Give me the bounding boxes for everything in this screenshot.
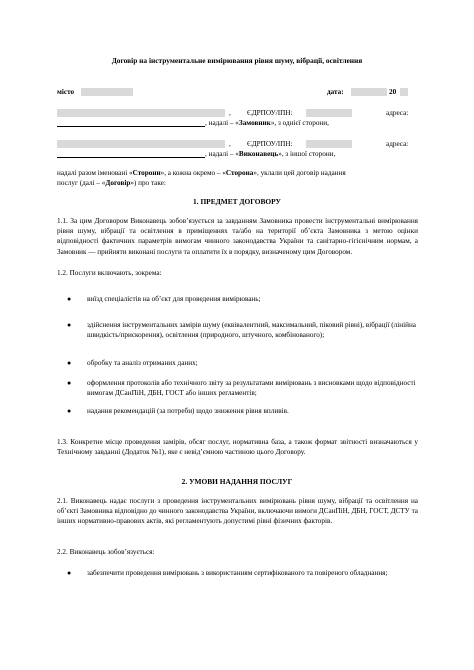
bullet-icon: ● [67, 321, 72, 329]
paragraph-2-2: 2.2. Виконавець зобов’язується: [57, 548, 155, 556]
party2-comma: , [229, 140, 231, 148]
paragraph-1-3: 1.3. Конкретне місце проведення замірів, обсяг послуг, нормативна база, а також формат звітності визначаються у Технічному завданні (Додаток №1), яке є невід’ємною частиною цього Договору. [57, 438, 418, 457]
list-item: забезпечити проведення вимірювань з використанням сертифікованого та повіреного обладнання; [87, 569, 388, 577]
bullet-icon: ● [67, 295, 72, 303]
party1-edrpou-label: ЄДРПОУ/ІПН: [247, 109, 293, 117]
paragraph-2-1: 2.1. Виконавець надає послуги з проведення інструментальних вимірювань рівня шуму, вібрації та освітлення на об’єкті Замовника відповідно до чинного законодавства України, включаючи вимоги ДСанПіН, ДБН, ГОСТ, ДСТУ та інших нормативно-правових актів, які регламентують допустимі рівні фізичних факторів. [57, 497, 418, 526]
document-title: Договір на інструментальне вимірювання рівня шуму, вібрації, освітлення [111, 56, 363, 65]
bullet-icon: ● [67, 359, 72, 367]
party2-edrpou-label: ЄДРПОУ/ІПН: [247, 140, 293, 148]
place-label: місто [57, 88, 75, 96]
bullet-icon: ● [67, 407, 72, 415]
list-item: виїзд спеціалістів на об’єкт для проведення вимірювань; [87, 295, 261, 303]
party2-role-line: , надалі – «Виконавець», з іншої сторони, [205, 150, 336, 158]
date-field[interactable] [351, 88, 387, 96]
party1-role-line: , надалі – «Замовник», з однієї сторони, [205, 119, 329, 127]
party2-address-field[interactable] [57, 150, 205, 158]
place-field[interactable] [81, 88, 133, 96]
party2-name-field[interactable] [57, 140, 225, 148]
paragraph-1-1: 1.1. За цим Договором Виконавець зобов’язується за завданням Замовника провести інструментальні вимірювання рівня шуму, вібрації та освітлення в приміщеннях та/або на території об’єкта Замовника з метою оцінки відповідності фактичних параметрів вимогам чинного законодавства України та санітарно-гігієнічним нормам, а Замовник — прийняти виконані послуги та оплатити їх в порядку, визначеному цим Договором. [57, 217, 418, 256]
party1-address-field[interactable] [57, 119, 205, 127]
year-prefix: 20 [389, 88, 397, 96]
party1-edrpou-field[interactable] [306, 109, 352, 117]
list-item: обробку та аналіз отриманих даних; [87, 359, 198, 367]
list-item: оформлення протоколів або технічного звіту за результатами вимірювань з висновками щодо відповідності вимогам ДСанПіН, ДБН, ГОСТ або інших регламентів; [87, 379, 416, 398]
list-item: надання рекомендацій (за потреби) щодо зниження рівня впливів. [87, 407, 289, 415]
party1-name-field[interactable] [57, 109, 225, 117]
party1-address-label: адреса: [386, 109, 409, 117]
intro-line-2: послуг (далі – «Договір») про таке: [57, 179, 166, 187]
date-label: дата: [327, 88, 344, 96]
bullet-icon: ● [67, 379, 72, 387]
section-1-title: 1. ПРЕДМЕТ ДОГОВОРУ [193, 197, 281, 206]
party2-address-label: адреса: [386, 140, 409, 148]
year-field[interactable] [400, 88, 408, 96]
section-2-title: 2. УМОВИ НАДАННЯ ПОСЛУГ [181, 477, 293, 486]
bullet-icon: ● [67, 569, 72, 577]
paragraph-1-2: 1.2. Послуги включають, зокрема: [57, 269, 162, 277]
party2-edrpou-field[interactable] [306, 140, 352, 148]
intro-line-1: надалі разом іменовані «Сторони», а кожна окремо – «Сторона», уклали цей договір надання [57, 169, 346, 177]
list-item: здійснення інструментальних замірів шуму (еквівалентний, максимальний, піковий рівні), вібрації (лінійна швидкість/прискорення), освітлення (природного, штучного, комбінованого); [87, 321, 416, 340]
party1-comma: , [229, 109, 231, 117]
